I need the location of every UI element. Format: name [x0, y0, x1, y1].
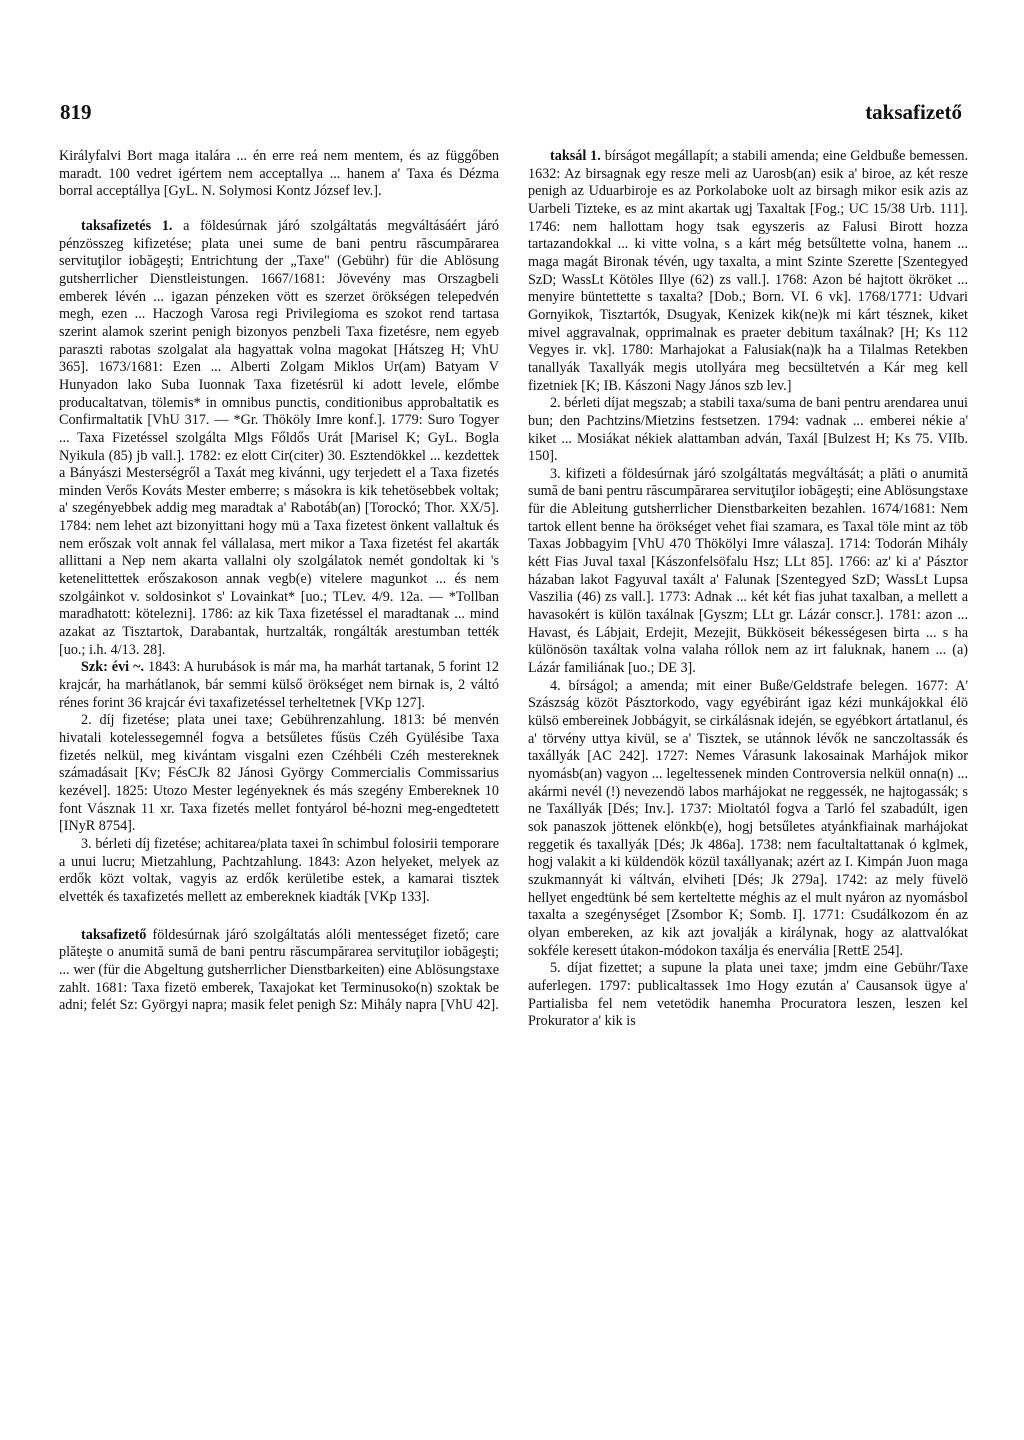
entry-text: 1843: A hurubások is már ma, ha marhát tartanak, 5 forint 12 krajcár, ha marhátlanok, bár semmi külső örökséget nem birnak is, 2 váltó rénes forint 36 krajcár évi taxafizetéssel terheltetnek [VKp 127]. — [59, 659, 500, 711]
entry-subsense — [59, 659, 499, 712]
right-column — [528, 148, 968, 1031]
entry-sense-4: 4. bírságol; a amenda; mit einer Buße/Geldstrafe belegen. 1677: A' Szászság közöt Pásztorkodo, vagy egyébiránt igaz kézi munkájokkal élö külsö embereinek Jobbágyit, se cirkálásnak idején, se egyébkort ártatlanul, és a' törvény uttya kivül, se a' Tisztek, se utánnok lévők ne sanczoltassák és taxállyák [AC 242]. 1727: Nemes Várasunk lakosainak Marhájok mikor nyomásb(an) vagyon ... legeltessenek minden Controversia nelkül onna(n) ... akármi nevél (!) nevezendö labos marhájokat ne reggessék, ne hajtogassák; s ne Taxállyák [Dés; Inv.]. 1737: Mioltatól fogva a Tarló fel szabadúlt, igen sok panaszok jöttenek elönkb(e), hogj betsűletes atyánkfiainak marhájokat reggetik és taxallyák [Dés; Jk 486a]. 1738: nem facultaltattanak ó kglmek, hogj valakit a ki küldendök közül taxállyanak; azért az I. Kimpán Juon maga szukmannyát ki váltván, elviheti [Dés; Jk 279a]. 1742: az mely füvelö hellyet engedtünk bé sem kerteltette méghis az el mult nyáron az nyomásbol taxalta a szegénységet [Zsombor K; Somb. I]. 1771: Csudálkozom én az olyan embereken, az kik azt jovalják a királynak, hogy az alattvalókat sokféle keresett útakon-módokon taxálja és enervália [RettE 254]. — [528, 677, 968, 959]
running-headword: taksafizető — [865, 100, 962, 124]
entry-sense-3: 3. bérleti díj fizetése; achitarea/plata taxei în schimbul folosirii temporare a unui lucru; Mietzahlung, Pachtzahlung. 1843: Azon helyeket, melyek az erdők közt voltak, vagyis az erdők kerületibe estek, a kamarai tisztek elvették és taxafizetés mellett az embereknek kiadták [VKp 133]. — [59, 835, 499, 905]
headword: taksál 1. — [550, 148, 601, 164]
entry-taksafizeto — [59, 927, 499, 1015]
entry-text: földesúrnak járó szolgáltatás alóli mentességet fizető; care plăteşte o anumită sumă de bani pentru răscumpărarea servituţilor iobăgeşti; ... wer (für die Abgeltung gutsherrlicher Dienstbarkeiten) eine Ablösungstaxe zahlt. 1681: Taxa fizetö emberek, Taxajokat ket Terminusoko(n) szoktak be adni; felét Sz: Györgyi napra; masik felet penigh Sz: Mihály napra [VhU 42]. — [59, 926, 500, 1014]
entry-text: bírságot megállapít; a stabili amenda; eine Geldbuße bemessen. 1632: Az birsagnak egy resze meli az Uarosb(an) esik a' biroe, az két resze penigh az Uduarbiroje es az Porkolaboke uolt az birsagh mikor esik azis az Uarbeli Tizteke, es az mint akartak ugj Taxaltak [Fog.; UC 15/38 Urb. 111]. 1746: nem hallottam hogy tsak egyszeris az Falusi Birott hozza tartazandokkal ... ki vitte volna, s a kárt még betsűltette volna, hanem ... maga magát Bironak tévén, ugy taxalta, a mint Szinte Szerette [Szentegyed SzD; WassLt Kötöles Illye (62) zs vall.]. 1768: Azon bé hajtott ökröket ... menyire büntettette s taxalta? [Dob.; Born. VI. 6 vk]. 1768/1771: Udvari Gornyikok, Tisztartók, Dsugyak, Kenizek kik(ne)k mi kárt tésznek, kiket mivel aggravalnak, opprimalnak es praeter debitum taxálnak? [H; Ks 112 Vegyes ir. vk]. 1780: Marhajokat a Falusiak(na)k ha a Tilalmas Retekben tanallyák Taxallyák megis utollyára meg becsültetvén a Kár meg kell fizetniek [K; IB. Kászoni Nagy János szb lev.] — [528, 148, 969, 394]
page-number: 819 — [60, 100, 92, 124]
entry-taksafizetes — [59, 218, 499, 659]
entry-sense-2: 2. díj fizetése; plata unei taxe; Gebührenzahlung. 1813: bé menvén hivatali kotelessegemnél fogva a betsűletes fűsüs Czéh Gyülésibe Taxa fizetés nelkül, meg kivántam visgalni ezen Czéhbéli Czéh mestereknek számadásait [Kv; FésCJk 82 Jánosi György Commercialis Commissarius kezével]. 1825: Utozo Mester legényeknek és más szegény Embereknek 10 font Vásznak 11 xr. Taxa fizetés mellet fontyárol bé-hozni meg-engedtetett [INyR 8754]. — [59, 712, 499, 835]
entry-sense-2: 2. bérleti díjat megszab; a stabili taxa/suma de bani pentru arendarea unui bun; den Pachtzins/Mietzins festsetzen. 1794: vadnak ... emberei nékie a' kiket ... Mosiákat nékiek alattamban adván, Taxál [Bulzest H; Ks 75. VIIb. 150]. — [528, 395, 968, 465]
entry-continuation: Királyfalvi Bort maga italára ... én erre reá nem mentem, és az függőben maradt. 100 vedret igértem nem acceptallya ... hanem a' Taxa és Dézma borral acceptállya [GyL. N. Solymosi Kontz József lev.]. — [59, 148, 499, 200]
entry-sense-3: 3. kifizeti a földesúrnak járó szolgáltatás megváltását; a plăti o anumită sumă de bani pentru răscumpărarea servituţilor iobăgeşti; eine Ablösungstaxe für die Ableitung gutsherrlicher Dienstbarkeiten bezahlen. 1674/1681: Nem tartok ellent benne ha örökséget vehet fiai szamara, es Taxal töle mint az töb Taxas Jobbagyim [VhU 470 Thökölyi Imre válasza]. 1714: Todorán Mihály kétt Fias Juval taxal [Kászonfelsöfalu Hsz; LLt 85]. 1766: az' ki a' Pásztor házaban lakot Fagyuval taxált a' Falunak [Szentegyed SzD; WassLt Lupsa Vaszilia (46) zs vall.]. 1773: Adnak ... két két fias juhat taxalban, a mellett a havasokért is külön taxálnak [Gyszm; LLt gr. Lázár conscr.]. 1781: azon ... Havast, és Lábjait, Erdejit, Mezejit, Bükköseit békességesen birta ... s ha különösön taxáltak volna valaha róllok nem az irt faluknak, hanem ... (a) Lázár familiának [uo.; DE 3]. — [528, 465, 968, 677]
page-header — [60, 100, 962, 130]
headword: taksafizetés 1. — [81, 217, 173, 234]
headword: taksafizető — [81, 926, 147, 943]
entry-taksal — [528, 148, 968, 395]
subheadword: Szk: évi ~. — [81, 659, 145, 676]
left-column — [59, 148, 499, 1015]
entry-sense-5: 5. díjat fizettet; a supune la plata unei taxe; jmdm eine Gebühr/Taxe auferlegen. 1797: publicaltassek 1mo Hogy ezután a' Causansok ügye a' Partialisba fel nem vetetödik hanemha Procuratora leszen, leszen kel Prokurator a' kik is — [528, 960, 968, 1030]
entry-text: a földesúrnak járó szolgáltatás megváltásáért járó pénzösszeg kifizetése; plata unei sume de bani pentru răscumpărarea servituţilor iobăgeşti; Entrichtung der „Taxe" (Gebühr) für die Ablösung gutsherrlicher Dienstleistungen. 1667/1681: Jövevény mas Orszagbeli emberek lévén ... igazan pénzeken vött es szerzet örökségen telepedvén megh, ezen ... Haczogh Varosa regi Privilegioma es szokot rend tartasa szerint alamok szerint penigh bizonyos penzbeli Taxa fizetésre, nem egyeb paraszti rabotas szolgalat ala hagyattak volna magokat [Hátszeg H; VhU 365]. 1673/1681: Ezen ... Alberti Zolgam Miklos Ur(am) Batyam V Hunyadon lako Suba Iuonnak Taxa fizetésrül ki adott levele, előmbe producaltatvan, tölemis* in omnibus punctis, conditionibus approbaltatik es Confirmaltatik [VhU 317. — *Gr. Thököly Imre konf.]. 1779: Suro Togyer ... Taxa Fizetéssel szolgálta Mlgs Főldős Urát [Marisel K; GyL. Bogla Nyikula (85) jb vall.]. 1782: ez elott Cir(citer) 30. Esztendökkel ... kezdettek a Bányászi Mesterségről a Taxát meg kivánni, ugy terjedett el a Taxa fizetés minden Verős Kováts Mester emberre; s másokra is kik tehetösebbek voltak; a' szegényebbek addig meg maradtak a' Rabotáb(an) [Torockó; Thor. XX/5]. 1784: nem lehet azt bizonyittani hogy mü a Taxa fizetest önkent vallaltuk és nem erőszak volt annak fel vállalasa, mert mikor a Taxa fizetést fel akarták allittani a Nep nem akarta vallalni oly szolgálatok nemét gondoltak ki 's ketenelittettek erőszakoson annak vegb(e) vitelere magunkot ... és nem szolgáinkot v. soldosinkot s' Lovainkat* [uo.; TLev. 4/9. 12a. — *Tollban maradhatott: kötelezni]. 1786: az kik Taxa fizetéssel el maradtanak ... mind azakat az Tisztartok, Darabantak, hurtzalták, rongálták arestumban tették [uo.; i.h. 4/13. 28]. — [59, 217, 499, 658]
